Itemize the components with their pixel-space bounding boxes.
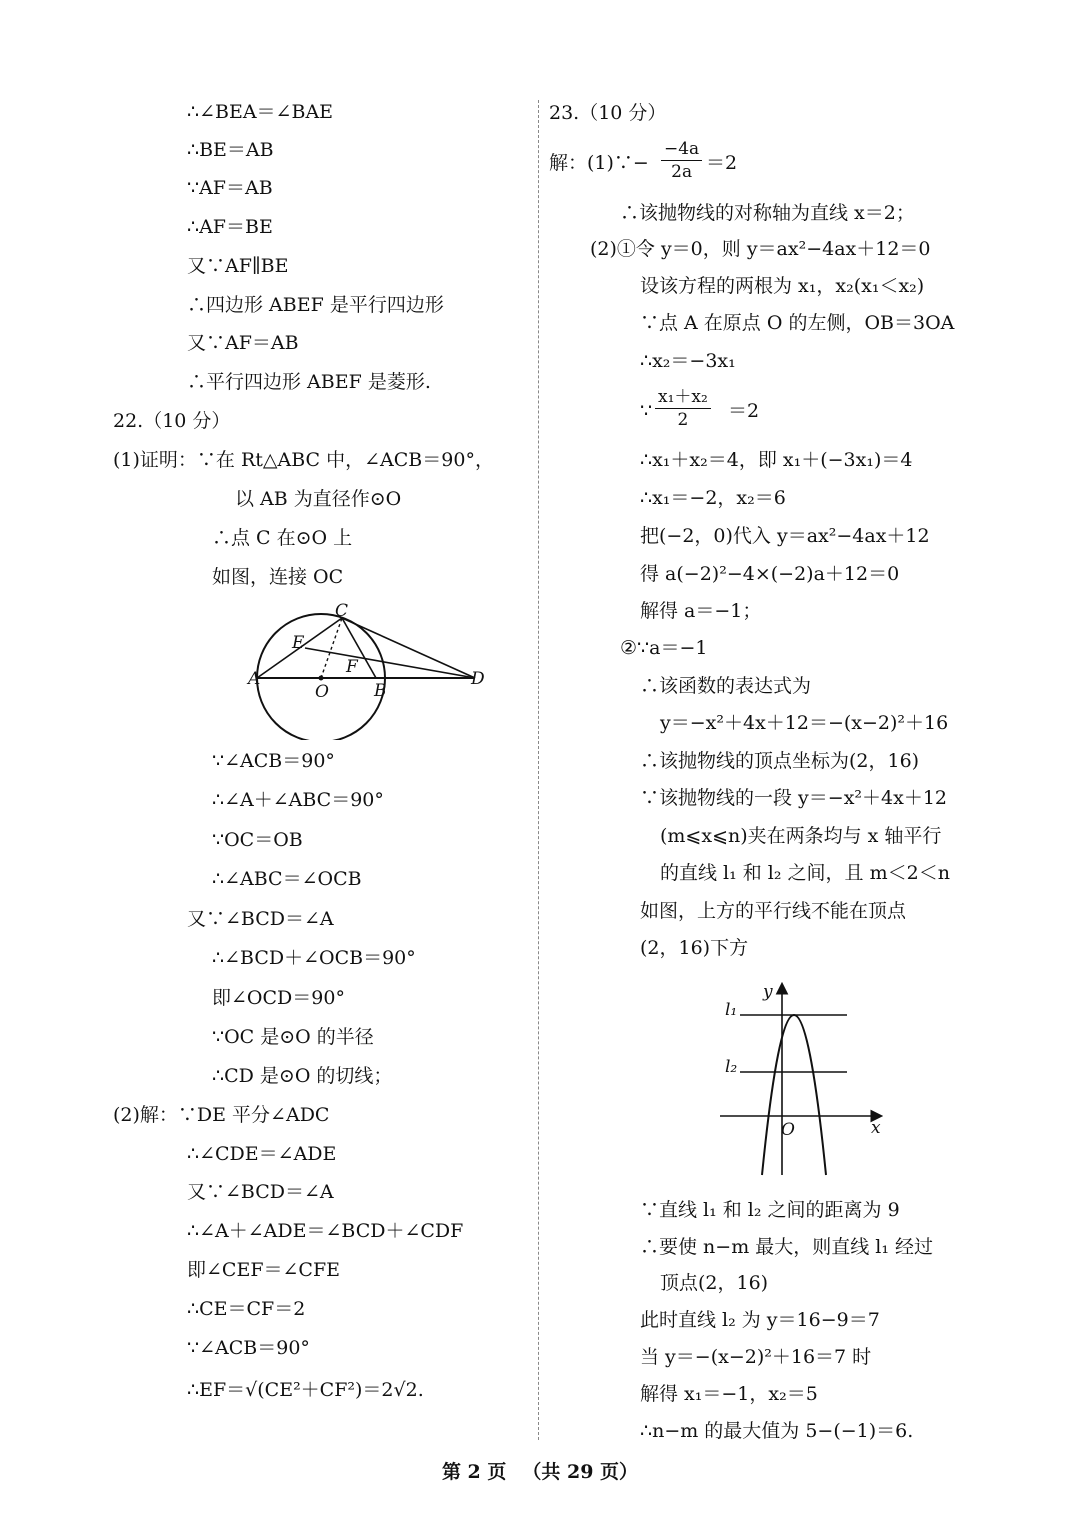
text-line: ∴∠A＋∠ADE＝∠BCD＋∠CDF <box>187 1220 464 1242</box>
line-ed <box>305 648 475 678</box>
text-line: ∴该抛物线的对称轴为直线 x＝2； <box>620 202 915 224</box>
text-line: 顶点(2，16) <box>660 1272 769 1294</box>
label-e: E <box>292 633 305 653</box>
page-number: 第 2 页 <box>441 1461 507 1483</box>
text-line: ∴AF＝BE <box>187 216 273 238</box>
text-line: ∵直线 l₁ 和 l₂ 之间的距离为 9 <box>640 1199 900 1221</box>
text-line: ∵OC＝OB <box>212 829 303 851</box>
text-line: 的直线 l₁ 和 l₂ 之间，且 m＜2＜n <box>660 862 950 884</box>
label-l2: l₂ <box>725 1057 738 1077</box>
label-d: D <box>471 669 485 689</box>
line-oc <box>321 618 342 678</box>
text-line: ②∵a＝−1 <box>620 637 708 659</box>
text-line: ∵∠ACB＝90° <box>187 1337 310 1359</box>
text-line: (2)①令 y＝0，则 y＝ax²−4ax＋12＝0 <box>590 238 931 260</box>
text-line: ∴平行四边形 ABEF 是菱形. <box>187 371 431 393</box>
center-dot <box>319 676 324 681</box>
text-line: ∴∠A＋∠ABC＝90° <box>212 789 384 811</box>
text-line: ∴x₂＝−3x₁ <box>640 350 736 372</box>
text-line: 又∵∠BCD＝∠A <box>187 1181 334 1203</box>
text-line: ∴EF＝√(CE²＋CF²)＝2√2. <box>187 1379 424 1401</box>
text-line: 又∵∠BCD＝∠A <box>187 908 334 930</box>
page-total: （共 29 页） <box>522 1461 639 1483</box>
text-line: 即∠OCD＝90° <box>212 987 345 1009</box>
text-line: (2)解：∵DE 平分∠ADC <box>113 1104 330 1126</box>
text-line: ∵OC 是⊙O 的半径 <box>212 1026 374 1048</box>
question-number: 23.（10 分） <box>549 102 667 124</box>
column-divider <box>538 100 539 1440</box>
text-line: ∴x₁＝−2，x₂＝6 <box>640 487 786 509</box>
text-line: 得 a(−2)²−4×(−2)a＋12＝0 <box>640 563 900 585</box>
text-line: ∴x₁＋x₂＝4，即 x₁＋(−3x₁)＝4 <box>640 449 913 471</box>
text-line: 即∠CEF＝∠CFE <box>187 1259 341 1281</box>
label-origin: O <box>781 1120 795 1140</box>
fraction-1-numerator: −4a <box>661 138 702 161</box>
label-x: x <box>871 1118 881 1138</box>
text-line: ∴该抛物线的顶点坐标为(2，16) <box>640 750 920 772</box>
text-line: ∴要使 n−m 最大，则直线 l₁ 经过 <box>640 1236 934 1258</box>
text-line: 又∵AF∥BE <box>187 255 289 277</box>
label-f: F <box>346 657 358 677</box>
text-line: ∴点 C 在⊙O 上 <box>212 527 353 549</box>
text-line: ∴BE＝AB <box>187 139 274 161</box>
fraction-2-numerator: x₁＋x₂ <box>655 386 711 409</box>
fraction-1 <box>661 138 702 183</box>
text-line: (1)证明：∵在 Rt△ABC 中，∠ACB＝90°， <box>113 449 494 471</box>
text-line: ＝2 <box>706 152 738 174</box>
text-line: ∵ <box>640 400 653 422</box>
text-line: ∵∠ACB＝90° <box>212 750 335 772</box>
text-line: (m⩽x⩽n)夹在两条均与 x 轴平行 <box>660 825 942 847</box>
text-line: 又∵AF＝AB <box>187 332 299 354</box>
text-line: 把(−2，0)代入 y＝ax²−4ax＋12 <box>640 525 930 547</box>
text-line: (2，16)下方 <box>640 937 749 959</box>
text-line: ∴CD 是⊙O 的切线； <box>212 1065 393 1087</box>
label-b: B <box>374 681 387 701</box>
parabola-figure <box>715 975 895 1185</box>
text-line: ∵点 A 在原点 O 的左侧，OB＝3OA <box>640 312 955 334</box>
text-line: 如图，连接 OC <box>212 566 344 588</box>
label-c: C <box>335 601 349 621</box>
fraction-1-denominator: 2a <box>671 162 693 182</box>
text-line: 以 AB 为直径作⊙O <box>235 488 402 510</box>
text-line: ∵AF＝AB <box>187 177 273 199</box>
text-line: 设该方程的两根为 x₁，x₂(x₁＜x₂) <box>640 275 925 297</box>
text-line: 当 y＝−(x−2)²＋16＝7 时 <box>640 1346 872 1368</box>
circle-tangent-figure <box>245 600 495 740</box>
fraction-2-denominator: 2 <box>677 410 689 430</box>
text-line: ∴∠BEA＝∠BAE <box>187 101 334 123</box>
text-line: ∴∠ABC＝∠OCB <box>212 868 362 890</box>
line-cd <box>342 618 475 678</box>
text-line: ∴n−m 的最大值为 5−(−1)＝6. <box>640 1420 914 1442</box>
label-y: y <box>763 982 773 1002</box>
text-line: 解得 a＝−1； <box>640 600 762 622</box>
text-line: 解：(1)∵− <box>549 152 649 174</box>
text-line: ＝2 <box>728 400 760 422</box>
text-line: ∵该抛物线的一段 y＝−x²＋4x＋12 <box>640 787 948 809</box>
text-line: ∴CE＝CF＝2 <box>187 1298 306 1320</box>
page-footer <box>0 1457 1080 1484</box>
text-line: 解得 x₁＝−1，x₂＝5 <box>640 1383 818 1405</box>
text-line: 如图，上方的平行线不能在顶点 <box>640 900 907 922</box>
question-number: 22.（10 分） <box>113 410 231 432</box>
text-line: y＝−x²＋4x＋12＝−(x−2)²＋16 <box>660 712 949 734</box>
text-line: 此时直线 l₂ 为 y＝16−9＝7 <box>640 1309 880 1331</box>
label-o: O <box>315 682 329 702</box>
label-a: A <box>248 669 261 689</box>
parabola-curve <box>762 1015 826 1175</box>
text-line: ∴∠CDE＝∠ADE <box>187 1143 337 1165</box>
fraction-2 <box>655 386 711 431</box>
label-l1: l₁ <box>725 1000 738 1020</box>
text-line: ∴∠BCD＋∠OCB＝90° <box>212 947 416 969</box>
text-line: ∴该函数的表达式为 <box>640 675 812 697</box>
text-line: ∴四边形 ABEF 是平行四边形 <box>187 294 444 316</box>
